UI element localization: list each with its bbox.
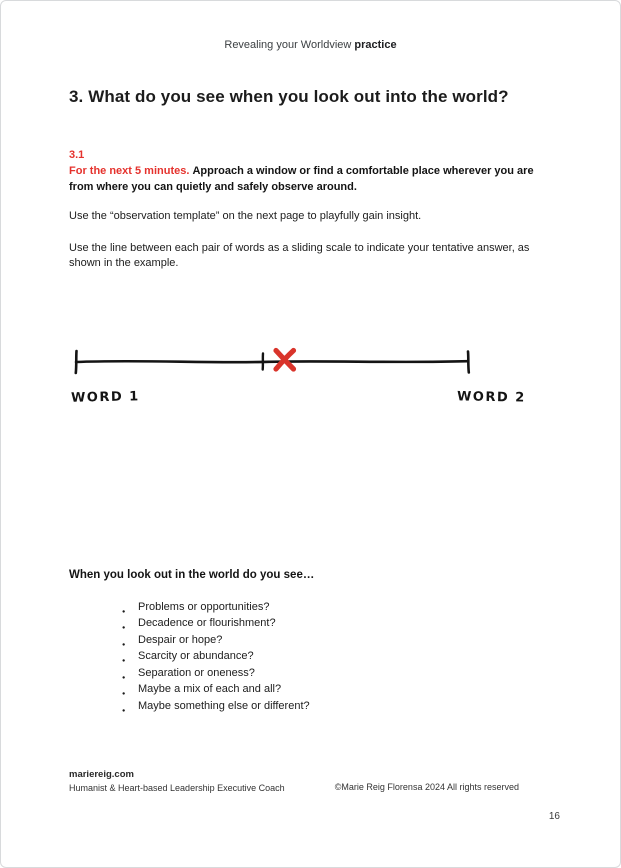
bullet-item: ● Despair or hope? [121,632,620,649]
word1-label: WORD 1 [70,388,140,406]
section-number: 3.1 [69,149,85,161]
paragraph-sliding-scale: Use the line between each pair of words as a sliding scale to indicate your tentative answer, as shown in the example. [69,241,530,269]
bullet-item: ● Scarcity or abundance? [121,648,620,665]
bullet-item: ● Maybe a mix of each and all? [121,681,620,698]
paragraph-observation-template: Use the “observation template” on the next page to playfully gain insight. [69,210,422,222]
running-header-bold: practice [354,39,397,51]
lead-red-text: For the next 5 minutes. [69,165,190,177]
scale-left-tick [76,351,77,373]
page-number: 16 [548,811,560,822]
bullet-item: ● Decadence or flourishment? [121,615,620,632]
scale-line-drawing [69,336,519,382]
footer-left [69,769,285,793]
footer-copyright: ©Marie Reig Florensa 2024 All rights reserved [334,782,519,792]
footer-website: mariereig.com [69,769,134,780]
bullet-item: ● Separation or oneness? [121,665,620,682]
question-bullet-list [121,599,620,715]
scale-right-tick [468,351,469,372]
running-header-text: Revealing your Worldview [224,39,352,51]
lead-bold-text: Approach a window or find a comfortable place wherever you are from where you can quietly and safely observe around. [69,165,534,193]
scale-line [76,361,468,362]
footer-tagline: Humanist & Heart-based Leadership Executive Coach [69,783,285,793]
page-title: 3. What do you see when you look out into the world? [69,87,509,106]
bullet-item: ● Maybe something else or different? [121,698,620,715]
question-heading: When you look out in the world do you see… [69,568,315,581]
running-header [1,39,620,51]
word2-label: WORD 2 [456,388,526,406]
sliding-scale-illustration [69,336,539,414]
bullet-item: ● Problems or opportunities? [121,599,620,616]
lead-paragraph [69,164,551,195]
